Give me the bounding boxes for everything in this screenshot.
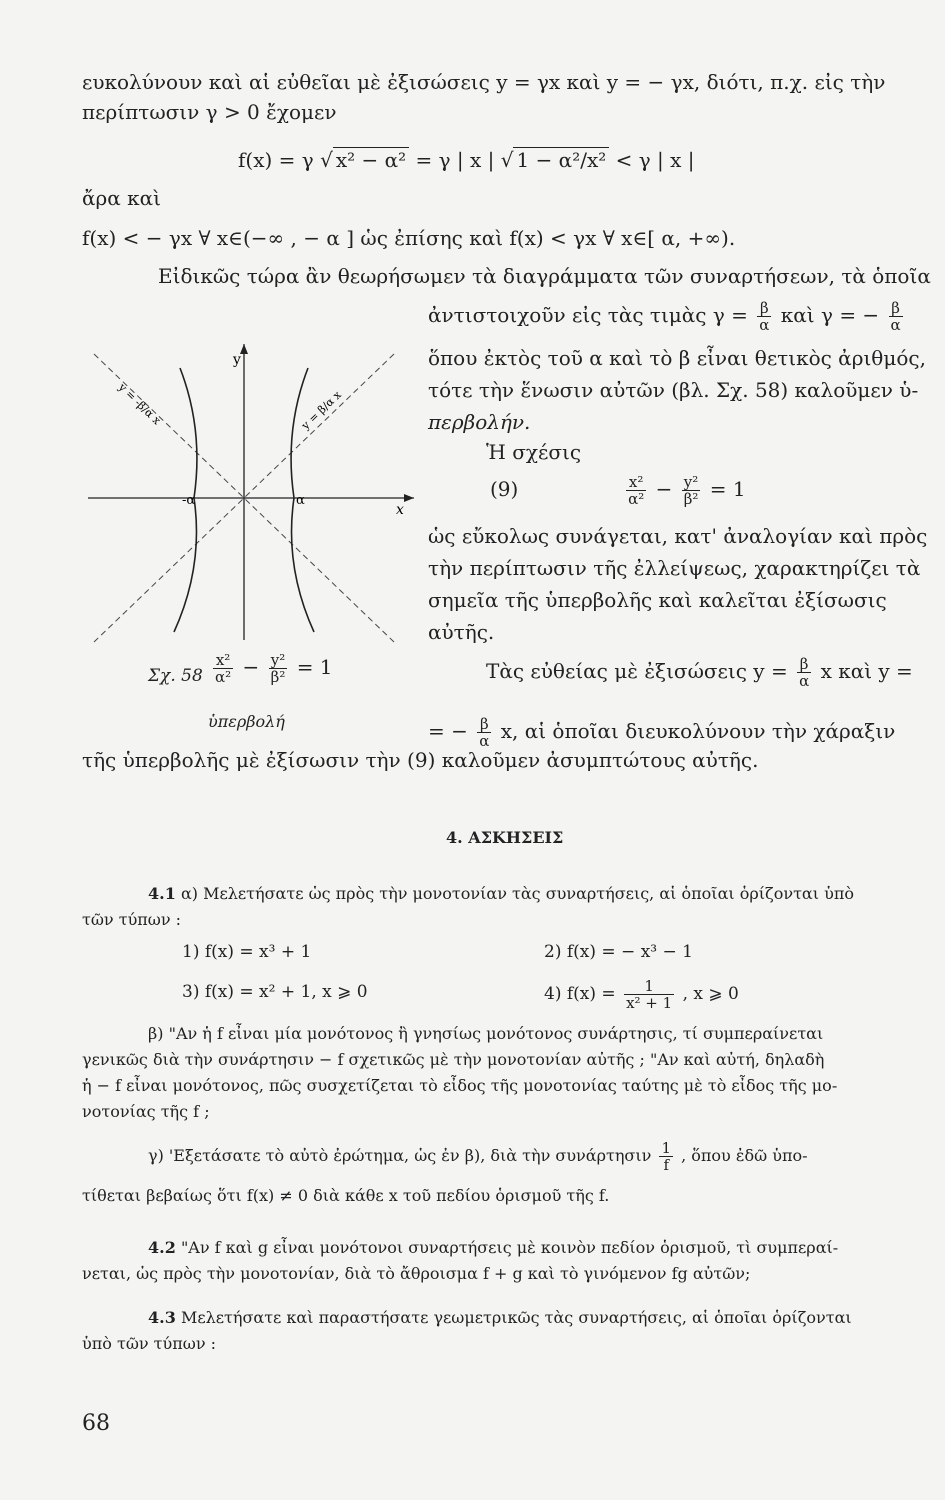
pos-alpha-label: α — [296, 493, 305, 508]
asymptote-label-negative: y = -β/α x — [115, 380, 164, 428]
text-line: ὑπὸ τῶν τύπων : — [82, 1334, 217, 1353]
figure-equation: $\frac{\text{x²}}{\text{α²}}$ − $\frac{\text{y²}}{\text{β²}}$ = 1 — [215, 651, 333, 686]
text-line: = − $\frac{\beta}{\alpha}$ x, αἱ ὁποῖαι διευκολύνουν τὴν χάραξιν — [428, 715, 896, 750]
text-line: τότε τὴν ἕνωσιν αὐτῶν (βλ. Σχ. 58) καλοῦμεν ὑ- — [428, 378, 919, 402]
text-line: γ) 'Εξετάσατε τὸ αὐτὸ ἐρώτημα, ὡς ἐν β), διὰ τὴν συνάρτησιν $\frac{1}{f}$ , ὅπου ἐδῶ ὑπο- — [148, 1139, 808, 1174]
text-line: ἀντιστοιχοῦν εἰς τὰς τιμὰς γ = $\frac{\beta}{\alpha}$ καὶ γ = − $\frac{\beta}{\alpha}$ — [428, 299, 901, 334]
text-line: γενικῶς διὰ τὴν συνάρτησιν − f σχετικῶς μὲ τὴν μονοτονίαν αὐτῆς ; "Αν καὶ αὐτή, δηλαδὴ — [82, 1050, 825, 1069]
text-line: νοτονίας τῆς f ; — [82, 1102, 210, 1121]
text-line: περίπτωσιν γ > 0 ἔχομεν — [82, 100, 337, 124]
formula-item-2: 2) f(x) = − x³ − 1 — [544, 942, 693, 962]
text-line: τῆς ὑπερβολῆς μὲ ἐξίσωσιν τὴν (9) καλοῦμεν ἀσυμπτώτους αὐτῆς. — [82, 748, 759, 772]
text-line: περβολήν. — [428, 410, 531, 434]
text-line: ευκολύνουν καὶ αἱ εὐθεῖαι μὲ ἐξισώσεις y = γx καὶ y = − γx, διότι, π.χ. εἰς τὴν — [82, 70, 886, 94]
formula-item-3: 3) f(x) = x² + 1, x ⩾ 0 — [182, 982, 368, 1002]
equation-f: f(x) = γ √ x² − α² = γ | x | √ 1 − α²/x² < γ | x | — [238, 148, 695, 172]
inequality-line: f(x) < − γx ∀ x∈(−∞ , − α ] ὡς ἐπίσης καὶ f(x) < γx ∀ x∈[ α, +∞). — [82, 226, 736, 250]
text-line: τῶν τύπων : — [82, 910, 182, 929]
text-line: ὅπου ἐκτὸς τοῦ α καὶ τὸ β εἶναι θετικὸς ἀριθμός, — [428, 346, 926, 370]
exercise-4-2-line: 4.2 "Αν f καὶ g εἶναι μονότονοι συναρτήσεις μὲ κοινὸν πεδίον ὁρισμοῦ, τὶ συμπεραί- — [148, 1238, 839, 1257]
text-line: αὐτῆς. — [428, 620, 495, 644]
text-line: τὴν περίπτωσιν τῆς ἐλλείψεως, χαρακτηρίζει τὰ — [428, 556, 921, 580]
text-line: ἄρα καὶ — [82, 186, 161, 210]
y-axis-arrow — [240, 344, 248, 354]
exercise-4-1-line: 4.1 α) Μελετήσατε ὡς πρὸς τὴν μονοτονίαν τὰς συναρτήσεις, αἱ ὁποῖαι ὁρίζονται ὑπὸ — [148, 884, 854, 903]
text-line: β) "Αν ἡ f εἶναι μία μονότονος ἢ γνησίως μονότονος συνάρτησις, τί συμπεραίνεται — [148, 1024, 824, 1043]
equation-9: (9) $\frac{\text{x²}}{\text{α²}}$ − $\frac{\text{y²}}{\text{β²}}$ = 1 — [490, 473, 746, 508]
y-axis-label: y — [233, 352, 241, 368]
neg-alpha-label: -α — [182, 493, 196, 508]
figure-caption: ὑπερβολή — [208, 712, 285, 731]
page-number: 68 — [82, 1411, 110, 1436]
text-line: τίθεται βεβαίως ὅτι f(x) ≠ 0 διὰ κάθε x τοῦ πεδίου ὁρισμοῦ τῆς f. — [82, 1186, 610, 1205]
x-axis-arrow — [404, 494, 414, 502]
formula-item-1: 1) f(x) = x³ + 1 — [182, 942, 312, 962]
text-line: Ἡ σχέσις — [486, 440, 582, 464]
text-line: Τὰς εὐθείας μὲ ἐξισώσεις y = $\frac{\beta}{\alpha}$ x καὶ y = — [486, 655, 913, 690]
exercise-4-3-line: 4.3 Μελετήσατε καὶ παραστήσατε γεωμετρικῶς τὰς συναρτήσεις, αἱ ὁποῖαι ὁρίζονται — [148, 1308, 852, 1327]
text-line: σημεῖα τῆς ὑπερβολῆς καὶ καλεῖται ἐξίσωσις — [428, 588, 887, 612]
x-axis-label: x — [396, 502, 404, 518]
figure-label: Σχ. 58 — [148, 666, 203, 686]
text-line: νεται, ὡς πρὸς τὴν μονοτονίαν, διὰ τὸ ἄθροισμα f + g καὶ τὸ γινόμενον fg αὐτῶν; — [82, 1264, 751, 1283]
text-line: ἡ − f εἶναι μονότονος, πῶς συσχετίζεται τὸ εἶδος τῆς μονοτονίας ταύτης μὲ τὸ εἶδος τῆς μο- — [82, 1076, 838, 1095]
formula-item-4: 4) f(x) = $\frac{1}{\text{x² + 1}}$ , x ⩾ 0 — [544, 977, 739, 1012]
section-title: 4. ΑΣΚΗΣΕΙΣ — [446, 828, 564, 847]
text-line: Εἰδικῶς τώρα ἂν θεωρήσωμεν τὰ διαγράμματα τῶν συναρτήσεων, τὰ ὁποῖα — [158, 264, 931, 288]
hyperbola-figure — [88, 340, 418, 650]
asymptote-label-positive: y = β/α x — [299, 388, 344, 433]
text-line: ὡς εὔκολως συνάγεται, κατ' ἀναλογίαν καὶ πρὸς — [428, 524, 928, 548]
